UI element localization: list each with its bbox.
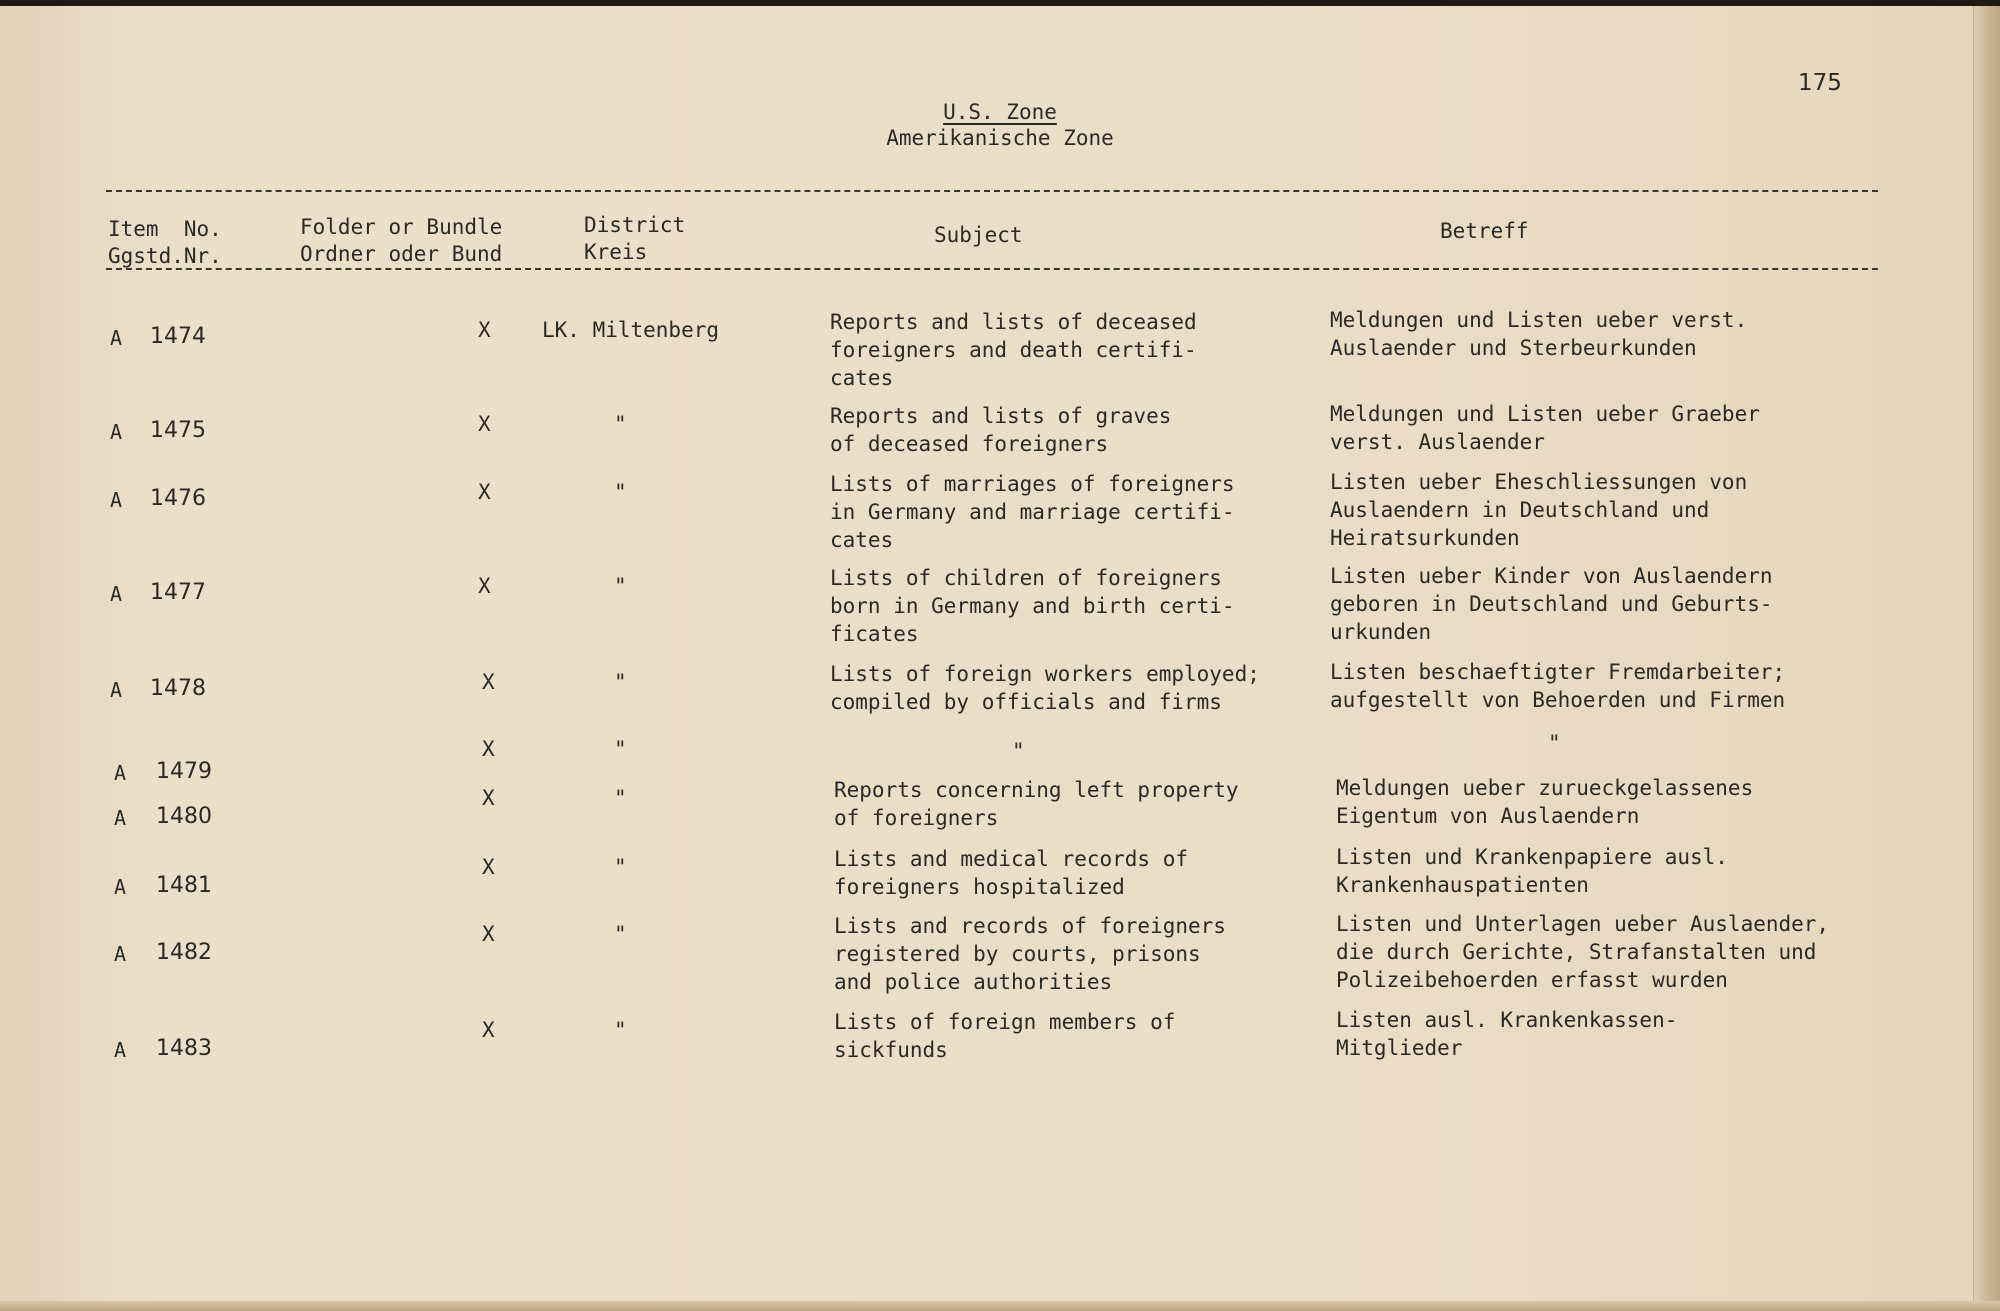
item-code: A <box>114 1038 127 1062</box>
district-ditto: " <box>614 412 627 436</box>
district-ditto: " <box>614 855 627 879</box>
item-code: A <box>110 678 123 702</box>
header-item-number: Item No. Ggstd.Nr. <box>108 217 222 268</box>
item-code: A <box>114 875 127 899</box>
item-code: A <box>114 761 127 785</box>
folder-mark: X <box>478 318 491 342</box>
item-number: 1482 <box>156 940 212 965</box>
district-ditto: " <box>614 670 627 694</box>
document-page <box>0 6 2000 1311</box>
folder-mark: X <box>482 855 495 879</box>
item-number: 1480 <box>156 804 212 829</box>
district-name: LK. Miltenberg <box>542 318 720 342</box>
page-number: 175 <box>1798 70 1842 96</box>
item-number: 1474 <box>150 324 206 349</box>
betreff-ditto: " <box>1548 731 1561 755</box>
betreff-text: Meldungen und Listen ueber Graeber verst. Auslaender <box>1330 402 1760 454</box>
betreff-text: Listen und Krankenpapiere ausl. Krankenhauspatienten <box>1336 845 1728 897</box>
betreff-text: Listen ueber Kinder von Auslaendern geboren in Deutschland und Geburts- urkunden <box>1330 564 1773 644</box>
betreff-text: Meldungen ueber zurueckgelassenes Eigentum von Auslaendern <box>1336 776 1754 828</box>
folder-mark: X <box>482 737 495 761</box>
item-code: A <box>110 582 123 606</box>
subject-text: Lists of foreign members of sickfunds <box>834 1010 1176 1062</box>
subject-text: Reports and lists of deceased foreigners and death certifi- cates <box>830 310 1197 390</box>
header-folder-bundle: Folder or Bundle Ordner oder Bund <box>300 215 503 266</box>
district-ditto: " <box>614 786 627 810</box>
item-code: A <box>110 326 123 350</box>
item-code: A <box>110 488 123 512</box>
item-number: 1477 <box>150 580 206 605</box>
header-subject: Subject <box>934 223 1023 247</box>
zone-title: U.S. Zone <box>943 100 1057 124</box>
folder-mark: X <box>482 1018 495 1042</box>
folder-mark: X <box>482 922 495 946</box>
subject-text: Reports and lists of graves of deceased foreigners <box>830 404 1172 456</box>
folder-mark: X <box>478 412 491 436</box>
folder-mark: X <box>482 670 495 694</box>
folder-mark: X <box>478 480 491 504</box>
subject-ditto: " <box>1012 739 1025 763</box>
subject-text: Lists and records of foreigners registered by courts, prisons and police authorities <box>834 914 1226 994</box>
district-ditto: " <box>614 574 627 598</box>
betreff-text: Listen ausl. Krankenkassen- Mitglieder <box>1336 1008 1678 1060</box>
item-number: 1478 <box>150 676 206 701</box>
subject-text: Reports concerning left property of foreigners <box>834 778 1239 830</box>
item-number: 1483 <box>156 1036 212 1061</box>
betreff-text: Meldungen und Listen ueber verst. Auslaender und Sterbeurkunden <box>1330 308 1748 360</box>
district-ditto: " <box>614 480 627 504</box>
zone-subtitle: Amerikanische Zone <box>886 126 1114 150</box>
item-code: A <box>110 420 123 444</box>
item-code: A <box>114 942 127 966</box>
subject-text: Lists of marriages of foreigners in Germany and marriage certifi- cates <box>830 472 1235 552</box>
item-number: 1476 <box>150 486 206 511</box>
folder-mark: X <box>478 574 491 598</box>
district-ditto: " <box>614 1018 627 1042</box>
subject-text: Lists of children of foreigners born in Germany and birth certi- ficates <box>830 566 1235 646</box>
page-edge-right <box>1973 6 2000 1311</box>
district-ditto: " <box>614 922 627 946</box>
betreff-text: Listen ueber Eheschliessungen von Auslaendern in Deutschland und Heiratsurkunden <box>1330 470 1748 550</box>
page-edge-bottom <box>0 1301 2000 1311</box>
betreff-text: Listen beschaeftigter Fremdarbeiter; aufgestellt von Behoerden und Firmen <box>1330 660 1786 712</box>
item-number: 1475 <box>150 418 206 443</box>
item-number: 1479 <box>156 759 212 784</box>
subject-text: Lists and medical records of foreigners hospitalized <box>834 847 1189 899</box>
item-number: 1481 <box>156 873 212 898</box>
district-ditto: " <box>614 737 627 761</box>
betreff-text: Listen und Unterlagen ueber Auslaender, die durch Gerichte, Strafanstalten und Polizeibehoerden erfasst wurden <box>1336 912 1830 992</box>
header-betreff: Betreff <box>1440 219 1529 243</box>
subject-text: Lists of foreign workers employed; compiled by officials and firms <box>830 662 1260 714</box>
folder-mark: X <box>482 786 495 810</box>
header-rule-top <box>106 190 1878 192</box>
header-rule-bottom <box>106 268 1878 270</box>
item-code: A <box>114 806 127 830</box>
header-district: District Kreis <box>584 213 686 264</box>
